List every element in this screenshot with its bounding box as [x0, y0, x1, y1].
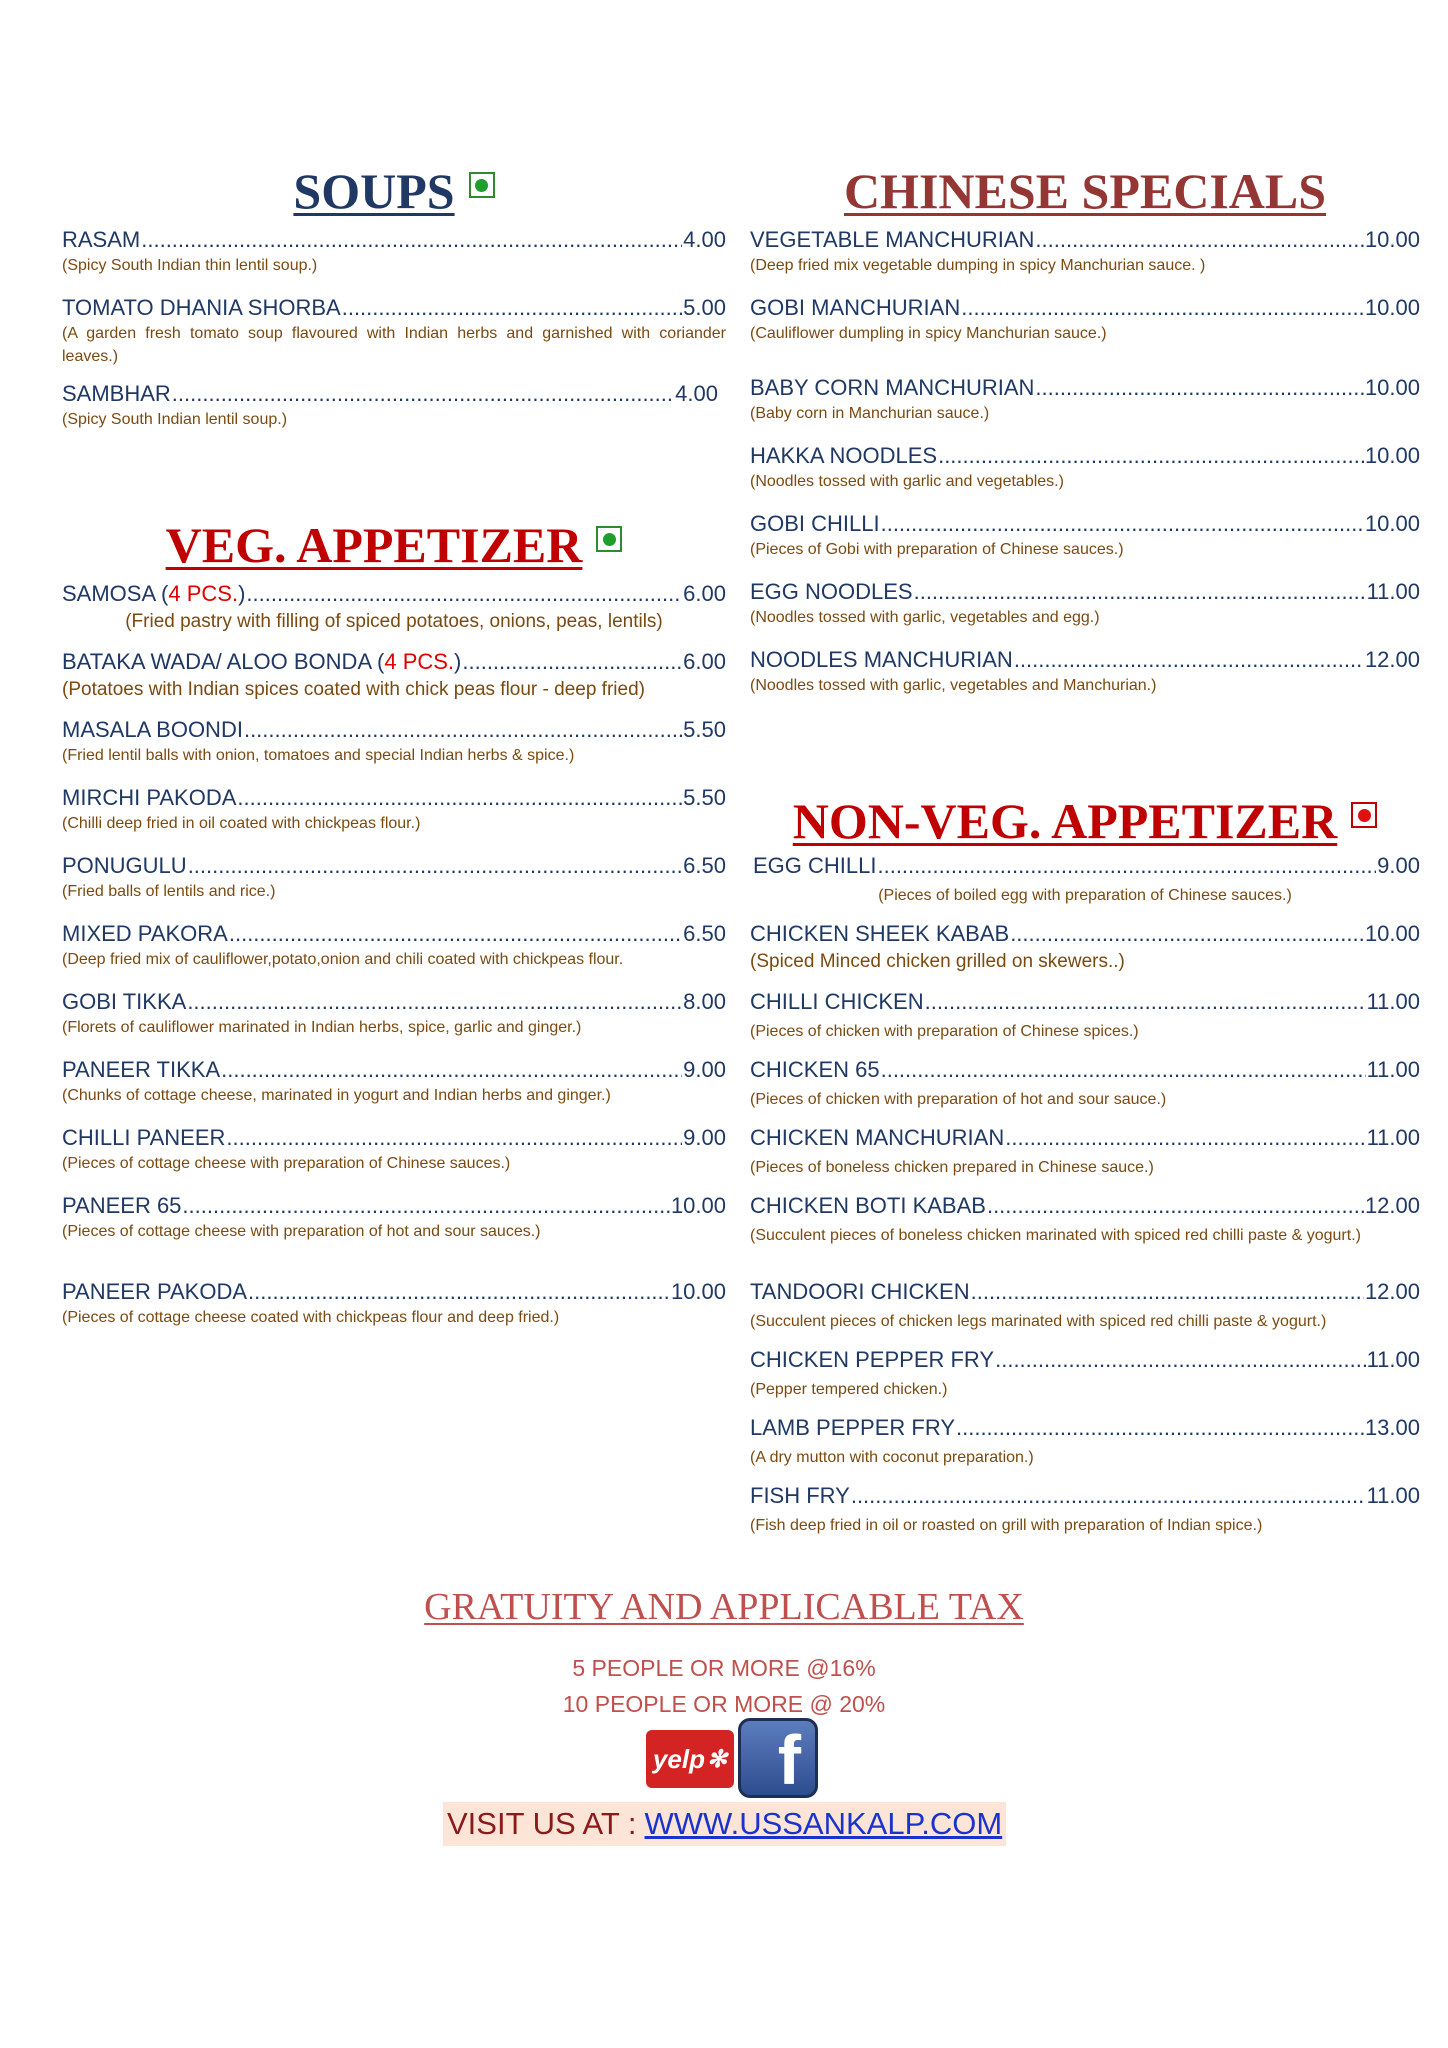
item-name: SAMBHAR: [62, 381, 171, 406]
menu-item: [62, 648, 726, 701]
item-price: 6.00: [683, 649, 726, 674]
menu-item: [62, 380, 726, 431]
item-name: CHILLI PANEER: [62, 1125, 226, 1150]
item-name: SAMOSA (4 PCS.): [62, 581, 246, 606]
item-name: CHICKEN 65: [750, 1057, 880, 1082]
menu-item: [750, 920, 1420, 973]
social-links: [646, 1718, 818, 1798]
item-name: BABY CORN MANCHURIAN: [750, 375, 1035, 400]
menu-item: [750, 442, 1420, 493]
item-desc: (Pieces of chicken with preparation of Chinese spices.): [750, 1023, 1139, 1040]
item-desc: (Pieces of cottage cheese coated with chickpeas flour and deep fried.): [62, 1309, 560, 1326]
item-price: 6.50: [683, 921, 726, 946]
item-name: BATAKA WADA/ ALOO BONDA (4 PCS.): [62, 649, 462, 674]
item-name: EGG NOODLES: [750, 579, 913, 604]
item-price: 11.00: [1366, 1057, 1420, 1082]
item-price: 11.00: [1366, 1125, 1420, 1150]
item-name: CHICKEN SHEEK KABAB: [750, 921, 1010, 946]
menu-item: [750, 578, 1420, 629]
item-desc: (Fried balls of lentils and rice.): [62, 883, 276, 900]
item-desc: (Pieces of chicken with preparation of hot and sour sauce.): [750, 1091, 1167, 1108]
menu-item: [750, 1482, 1420, 1537]
item-price: 11.00: [1366, 579, 1420, 604]
item-name: LAMB PEPPER FRY: [750, 1415, 955, 1440]
visit-banner: [443, 1802, 1006, 1846]
soups-title: SOUPS: [293, 163, 455, 219]
item-name: CHICKEN BOTI KABAB: [750, 1193, 986, 1218]
item-desc: (Fried pastry with filling of spiced potatoes, onions, peas, lentils): [125, 611, 663, 632]
item-desc: (Pieces of Gobi with preparation of Chinese sauces.): [750, 541, 1124, 558]
item-price: 6.50: [683, 853, 726, 878]
menu-item: [62, 1278, 726, 1329]
item-desc: (Noodles tossed with garlic, vegetables and egg.): [750, 609, 1100, 626]
item-desc: (Succulent pieces of boneless chicken marinated with spiced red chilli paste & yogurt.): [750, 1227, 1361, 1244]
item-price: 10.00: [1364, 375, 1420, 400]
item-price: 10.00: [1364, 511, 1420, 536]
item-qty: 4 PCS.: [168, 581, 239, 606]
menu-item: [62, 1056, 726, 1107]
menu-item: [750, 1414, 1420, 1469]
menu-item: [62, 988, 726, 1039]
item-desc: (Spicy South Indian thin lentil soup.): [62, 257, 318, 274]
item-desc: (Noodles tossed with garlic and vegetables.): [750, 473, 1064, 490]
menu-item: [62, 784, 726, 835]
veg-icon: [596, 526, 622, 552]
item-price: 11.00: [1366, 1347, 1420, 1372]
veg-appetizer-header: [62, 517, 726, 573]
item-name: NOODLES MANCHURIAN: [750, 647, 1013, 672]
item-desc: (Fried lentil balls with onion, tomatoes and special Indian herbs & spice.): [62, 747, 575, 764]
item-price: 13.00: [1364, 1415, 1420, 1440]
item-desc: (Deep fried mix of cauliflower,potato,onion and chili coated with chickpeas flour.: [62, 951, 624, 968]
item-price: 10.00: [1364, 921, 1420, 946]
item-price: 4.00: [675, 381, 718, 406]
item-desc: (Pieces of boiled egg with preparation of Chinese sauces.): [878, 887, 1292, 904]
menu-item: [750, 1192, 1420, 1247]
item-price: 5.50: [683, 717, 726, 742]
item-desc: (Florets of cauliflower marinated in Indian herbs, spice, garlic and ginger.): [62, 1019, 582, 1036]
menu-item: [62, 294, 726, 368]
item-name: PONUGULU: [62, 853, 187, 878]
menu-item: [750, 1278, 1420, 1333]
item-desc: (A garden fresh tomato soup flavoured with Indian herbs and garnished with coriander leaves.): [62, 325, 726, 365]
item-price: 9.00: [1377, 853, 1420, 878]
item-name: CHICKEN PEPPER FRY: [750, 1347, 995, 1372]
item-desc: (Chilli deep fried in oil coated with chickpeas flour.): [62, 815, 421, 832]
item-desc: (Spiced Minced chicken grilled on skewers..): [750, 951, 1125, 972]
chinese-specials-header: [750, 163, 1420, 219]
item-desc: (Noodles tossed with garlic, vegetables and Manchurian.): [750, 677, 1157, 694]
item-desc: (Baby corn in Manchurian sauce.): [750, 405, 990, 422]
item-name: GOBI TIKKA: [62, 989, 187, 1014]
item-price: 9.00: [683, 1125, 726, 1150]
item-price: 4.00: [683, 227, 726, 252]
item-name: PANEER PAKODA: [62, 1279, 248, 1304]
item-desc: (Deep fried mix vegetable dumping in spicy Manchurian sauce. ): [750, 257, 1206, 274]
menu-item: [750, 1056, 1420, 1111]
item-price: 10.00: [1364, 443, 1420, 468]
item-name: FISH FRY: [750, 1483, 850, 1508]
item-price: 10.00: [670, 1279, 726, 1304]
menu-item: [62, 852, 726, 903]
nonveg-appetizer-title: NON-VEG. APPETIZER: [792, 793, 1338, 849]
item-price: 9.00: [683, 1057, 726, 1082]
nonveg-appetizer-header: [750, 793, 1420, 849]
website-link[interactable]: WWW.USSANKALP.COM: [644, 1806, 1003, 1841]
item-name: CHICKEN MANCHURIAN: [750, 1125, 1005, 1150]
item-desc: (Cauliflower dumpling in spicy Manchurian sauce.): [750, 325, 1107, 342]
item-desc: (Succulent pieces of chicken legs marinated with spiced red chilli paste & yogurt.): [750, 1313, 1327, 1330]
menu-item: [750, 1124, 1420, 1179]
menu-item: [62, 1192, 726, 1243]
item-name: EGG CHILLI: [753, 853, 877, 878]
item-price: 5.50: [683, 785, 726, 810]
item-price: 12.00: [1364, 1193, 1420, 1218]
item-desc: (Pieces of cottage cheese with preparation of Chinese sauces.): [62, 1155, 511, 1172]
veg-appetizer-title: VEG. APPETIZER: [165, 517, 583, 573]
item-price: 11.00: [1366, 989, 1420, 1014]
item-price: 10.00: [1364, 295, 1420, 320]
item-price: 11.00: [1366, 1483, 1420, 1508]
soups-header: [62, 163, 726, 219]
chinese-specials-title: CHINESE SPECIALS: [843, 163, 1327, 219]
item-desc: (Spicy South Indian lentil soup.): [62, 411, 288, 428]
item-name: CHILLI CHICKEN: [750, 989, 924, 1014]
item-price: 8.00: [683, 989, 726, 1014]
menu-item: [750, 988, 1420, 1043]
item-desc: (Potatoes with Indian spices coated with chick peas flour - deep fried): [62, 679, 645, 700]
item-name: RASAM: [62, 227, 141, 252]
item-name: GOBI CHILLI: [750, 511, 880, 536]
yelp-icon[interactable]: yelp ✻: [646, 1730, 734, 1788]
item-name: GOBI MANCHURIAN: [750, 295, 961, 320]
item-price: 5.00: [683, 295, 726, 320]
visit-label: VISIT US AT :: [447, 1806, 637, 1841]
item-price: 12.00: [1364, 1279, 1420, 1304]
menu-item: [750, 226, 1420, 277]
item-desc: (Fish deep fried in oil or roasted on grill with preparation of Indian spice.): [750, 1517, 1263, 1534]
menu-item: [62, 226, 726, 277]
item-name: TOMATO DHANIA SHORBA: [62, 295, 341, 320]
menu-item: [750, 374, 1420, 425]
item-price: 6.00: [683, 581, 726, 606]
item-price: 12.00: [1364, 647, 1420, 672]
menu-item: [750, 852, 1420, 907]
tax-line: 10 PEOPLE OR MORE @ 20%: [562, 1691, 886, 1717]
item-name: MIXED PAKORA: [62, 921, 228, 946]
menu-item: [62, 580, 726, 633]
item-name: VEGETABLE MANCHURIAN: [750, 227, 1035, 252]
item-name: HAKKA NOODLES: [750, 443, 938, 468]
menu-item: [750, 646, 1420, 697]
veg-icon: [469, 172, 495, 198]
item-name: PANEER 65: [62, 1193, 182, 1218]
menu-item: [750, 1346, 1420, 1401]
item-desc: (Pieces of boneless chicken prepared in Chinese sauce.): [750, 1159, 1154, 1176]
item-desc: (Chunks of cottage cheese, marinated in yogurt and Indian herbs and ginger.): [62, 1087, 611, 1104]
menu-item: [750, 510, 1420, 561]
menu-item: [62, 1124, 726, 1175]
tax-line: 5 PEOPLE OR MORE @16%: [572, 1655, 876, 1681]
menu-item: [62, 716, 726, 767]
facebook-icon[interactable]: f: [738, 1718, 818, 1798]
menu-item: [62, 920, 726, 971]
item-price: 10.00: [1364, 227, 1420, 252]
item-desc: (Pepper tempered chicken.): [750, 1381, 948, 1398]
item-qty: 4 PCS.: [384, 649, 455, 674]
item-desc: (Pieces of cottage cheese with preparation of hot and sour sauces.): [62, 1223, 541, 1240]
nonveg-icon: [1351, 802, 1377, 828]
item-price: 10.00: [670, 1193, 726, 1218]
menu-item: [750, 294, 1420, 345]
item-name: TANDOORI CHICKEN: [750, 1279, 970, 1304]
gratuity-title: GRATUITY AND APPLICABLE TAX: [424, 1586, 1024, 1628]
item-desc: (A dry mutton with coconut preparation.): [750, 1449, 1034, 1466]
item-name: MASALA BOONDI: [62, 717, 243, 742]
item-name: MIRCHI PAKODA: [62, 785, 237, 810]
item-name: PANEER TIKKA: [62, 1057, 221, 1082]
